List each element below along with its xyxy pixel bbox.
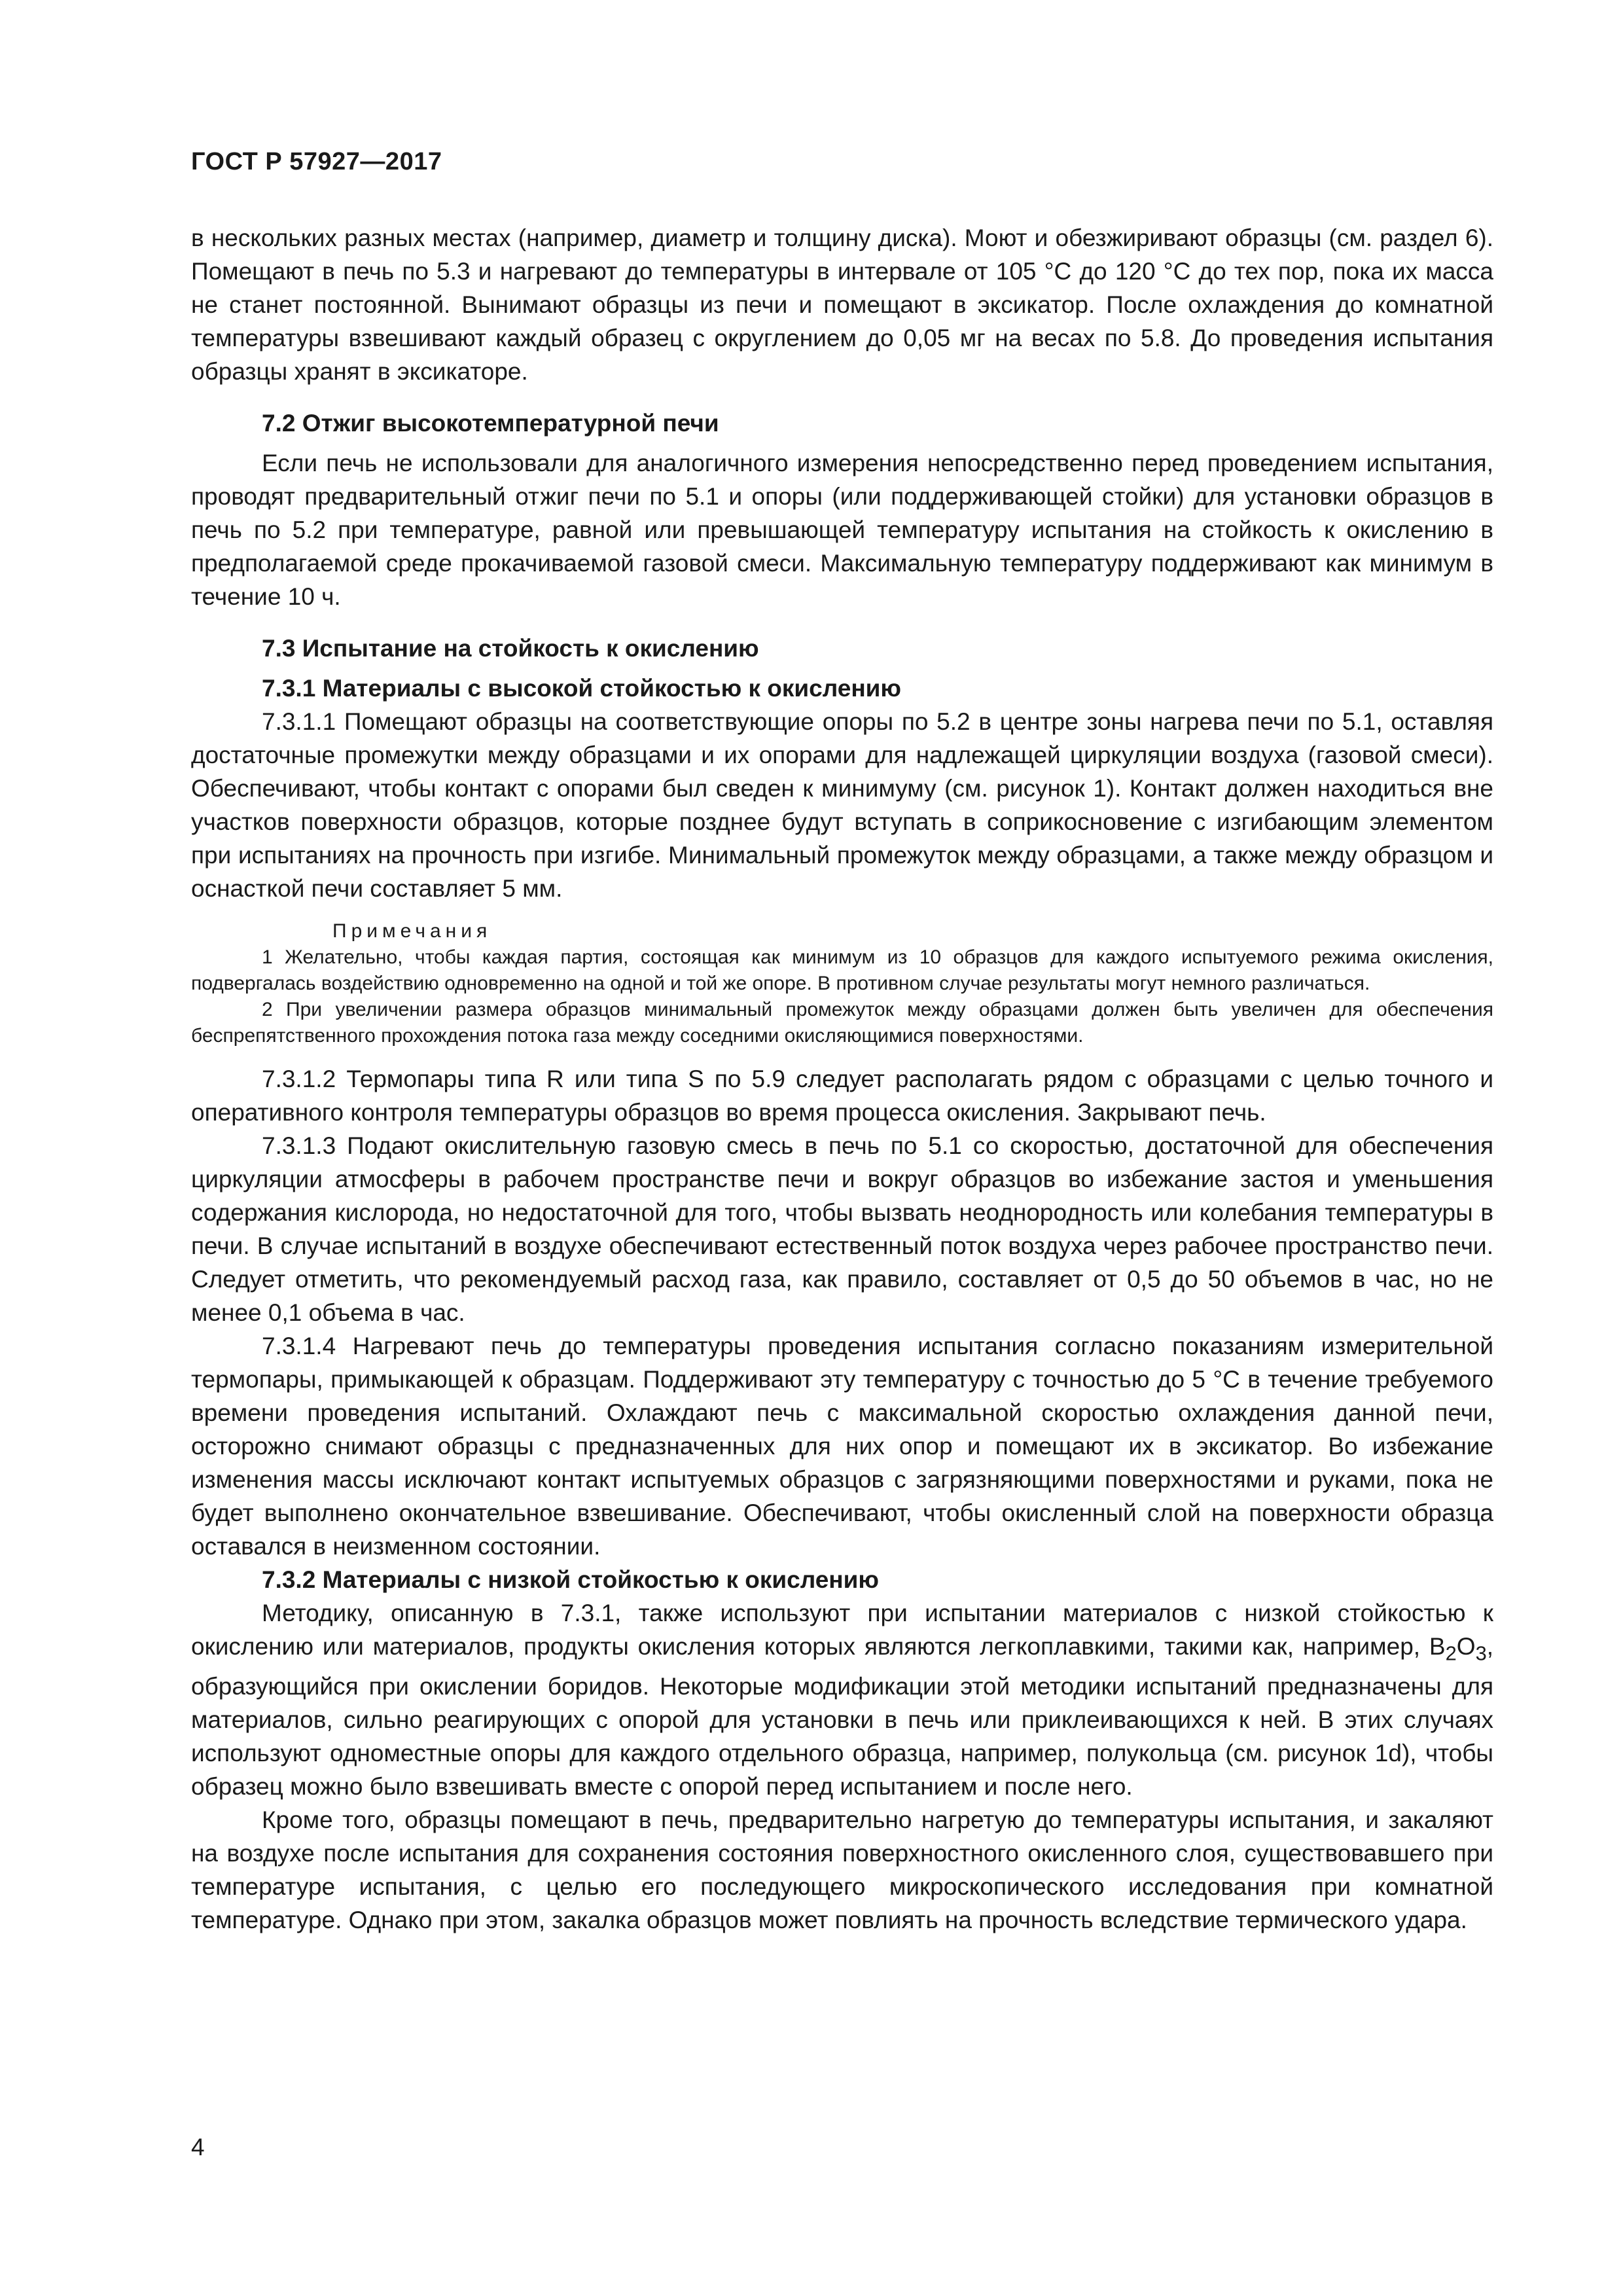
subscript-3: 3 [1475, 1641, 1487, 1665]
paragraph-7-3-1-1: 7.3.1.1 Помещают образцы на соответствующие опоры по 5.2 в центре зоны нагрева печи по 5.1, оставляя достаточные промежутки между образцами и их опорами для надлежащей циркуляции воздуха (газовой смеси). Обеспечивают, чтобы контакт с опорами был сведен к минимуму (см. рисунок 1). Контакт должен находиться вне участков поверхности образцов, которые позднее будут вступать в соприкосновение с изгибающим элементом при испытаниях на прочность при изгибе. Минимальный промежуток между образцами, а также между образцом и оснасткой печи составляет 5 мм. [191, 708, 1493, 902]
paragraph-7-3-2-b: Кроме того, образцы помещают в печь, предварительно нагретую до температуры испытания, и закаляют на воздухе после испытания для сохранения состояния поверхностного окисленного слоя, существовавшего при температуре испытания, с целью его последующего микроскопического исследования при комнатной температуре. Однако при этом, закалка образцов может повлиять на прочность вследствие термического удара. [191, 1806, 1493, 1934]
paragraph-7-3-2-a-part1: Методику, описанную в 7.3.1, также используют при испытании материалов с низкой стойкостью к окислению или материалов, продукты окисления которых являются легкоплавкими, такими как, например, B [191, 1600, 1493, 1660]
paragraph-7-3-1-4: 7.3.1.4 Нагревают печь до температуры проведения испытания согласно показаниям измерительной термопары, примыкающей к образцам. Поддерживают эту температуру с точностью до 5 °С в течение требуемого времени проведения испытаний. Охлаждают печь с максимальной скоростью охлаждения данной печи, осторожно снимают образцы с предназначенных для них опор и помещают их в эксикатор. Во избежание изменения массы исключают контакт испытуемых образцов с загрязняющими поверхностями и руками, пока не будет выполнено окончательное взвешивание. Обеспечивают, чтобы окисленный слой на поверхности образца оставался в неизменном состоянии. [191, 1333, 1493, 1560]
document-code-header: ГОСТ Р 57927—2017 [191, 148, 442, 175]
paragraph-7-3-2-a-part3: , образующийся при окислении боридов. Некоторые модификации этой методики испытаний предназначены для материалов, сильно реагирующих с опорой для установки в печь или приклеивающихся к ней. В этих случаях используют одноместные опоры для каждого отдельного образца, например, полукольца (см. рисунок 1d), чтобы образец можно было взвешивать вместе с опорой перед испытанием и после него. [191, 1633, 1493, 1801]
section-7-3-1-heading: 7.3.1 Материалы с высокой стойкостью к окислению [262, 675, 902, 702]
document-body [191, 221, 1493, 1937]
section-7-2-heading: 7.2 Отжиг высокотемпературной печи [262, 410, 719, 437]
paragraph-7-3-1-2: 7.3.1.2 Термопары типа R или типа S по 5.9 следует располагать рядом с образцами с целью точного и оперативного контроля температуры образцов во время процесса окисления. Закрывают печь. [191, 1066, 1493, 1126]
section-7-3-heading: 7.3 Испытание на стойкость к окислению [262, 635, 759, 662]
section-7-3-2-heading: 7.3.2 Материалы с низкой стойкостью к окислению [262, 1566, 879, 1593]
intro-continuation-paragraph: в нескольких разных местах (например, диаметр и толщину диска). Моют и обезжиривают образцы (см. раздел 6). Помещают в печь по 5.3 и нагревают до температуры в интервале от 105 °С до 120 °С до тех пор, пока их масса не станет постоянной. Вынимают образцы из печи и помещают в эксикатор. После охлаждения до комнатной температуры взвешивают каждый образец с округлением до 0,05 мг на весах по 5.8. До проведения испытания образцы хранят в эксикаторе. [191, 224, 1493, 385]
paragraph-7-3-2-a-part2: O [1456, 1633, 1476, 1660]
note-1: 1 Желательно, чтобы каждая партия, состоящая как минимум из 10 образцов для каждого испытуемого режима окисления, подвергалась воздействию одновременно на одной и той же опоре. В противном случае результаты могут немного различаться. [191, 946, 1493, 994]
note-2: 2 При увеличении размера образцов минимальный промежуток между образцами должен быть увеличен для обеспечения беспрепятственного прохождения потока газа между соседними окисляющимися поверхностями. [191, 999, 1493, 1047]
paragraph-7-3-1-3: 7.3.1.3 Подают окислительную газовую смесь в печь по 5.1 со скоростью, достаточной для обеспечения циркуляции атмосферы в рабочем пространстве печи и вокруг образцов во избежание застоя и уменьшения содержания кислорода, но недостаточной для того, чтобы вызвать неоднородность или колебания температуры в печи. В случае испытаний в воздухе обеспечивают естественный поток воздуха через рабочее пространство печи. Следует отметить, что рекомендуемый расход газа, как правило, составляет от 0,5 до 50 объемов в час, но не менее 0,1 объема в час. [191, 1132, 1493, 1326]
page-number: 4 [191, 2134, 205, 2161]
paragraph-7-3-2-a [191, 1596, 1493, 1803]
subscript-2: 2 [1445, 1641, 1457, 1665]
section-7-2-paragraph: Если печь не использовали для аналогичного измерения непосредственно перед проведением испытания, проводят предварительный отжиг печи по 5.1 и опоры (или поддерживающей стойки) для установки образцов в печь по 5.2 при температуре, равной или превышающей температуру испытания на стойкость к окислению в предполагаемой среде прокачиваемой газовой смеси. Максимальную температуру поддерживают как минимум в течение 10 ч. [191, 450, 1493, 610]
notes-title: Примечания [332, 920, 492, 942]
